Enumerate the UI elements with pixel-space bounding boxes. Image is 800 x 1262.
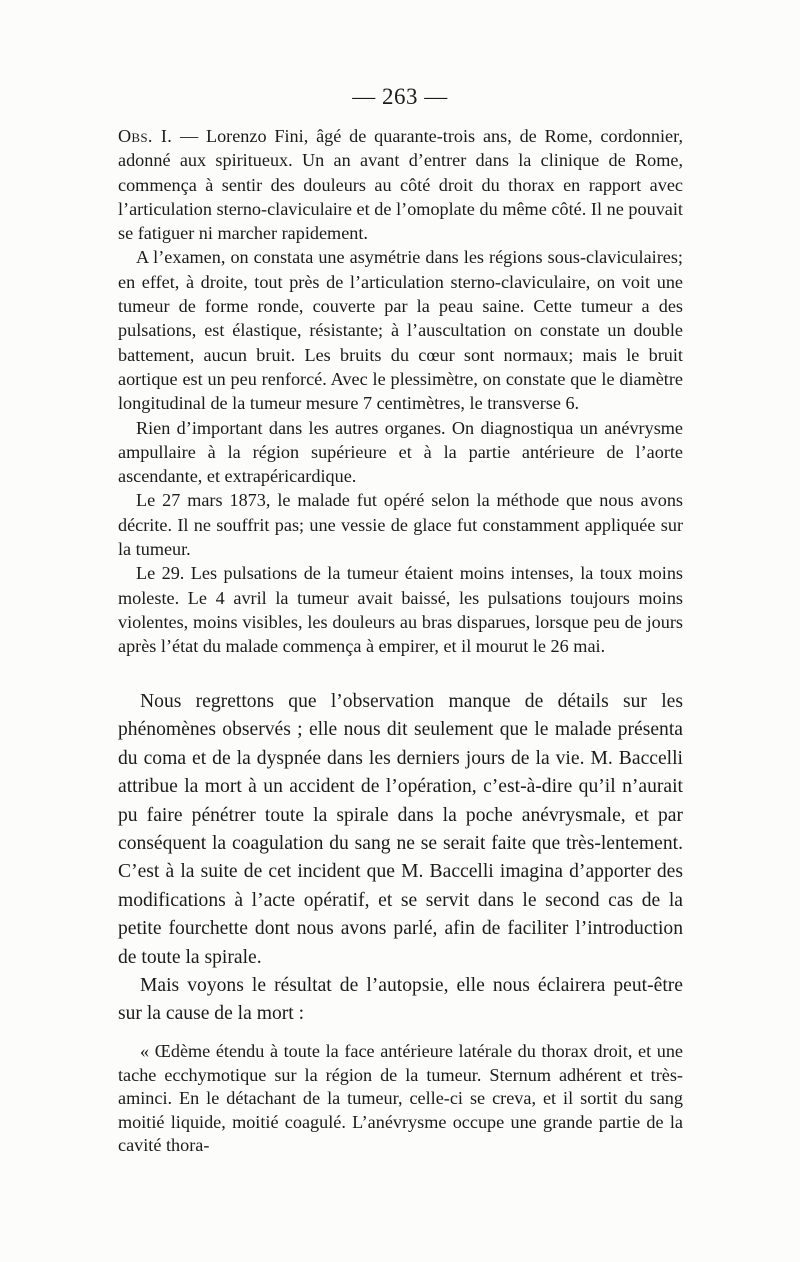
autopsy-section <box>118 1040 683 1158</box>
commentary-section <box>118 688 683 1029</box>
observation-paragraph-1 <box>118 124 683 245</box>
observation-paragraph-5: Le 29. Les pulsations de la tumeur étaient moins intenses, la toux moins moleste. Le 4 avril la tumeur avait baissé, les pulsations toujours moins violentes, moins visibles, les douleurs au bras disparues, lorsque peu de jours après l’état du malade commença à empirer, et il mourut le 26 mai. <box>118 563 683 657</box>
observation-label: Obs. I. <box>118 126 173 146</box>
commentary-paragraph-2: Mais voyons le résultat de l’autopsie, elle nous éclairera peut-être sur la cause de la mort : <box>118 975 683 1025</box>
observation-paragraph-2: A l’examen, on constata une asymétrie dans les régions sous-claviculaires; en effet, à droite, tout près de l’articulation sterno-claviculaire, on voit une tumeur de forme ronde, couverte par la peau saine. Cette tumeur a des pulsations, est élastique, résistante; à l’auscultation on constate un double battement, aucun bruit. Les bruits du cœur sont normaux; mais le bruit aortique est un peu renforcé. Avec le plessimètre, on constate que le diamètre longitudinal de la tumeur mesure 7 centimètres, le transverse 6. <box>118 247 683 414</box>
page-number: — 263 — <box>352 84 448 109</box>
observation-paragraph-3: Rien d’important dans les autres organes. On diagnostiqua un anévrysme ampullaire à la région supérieure et à la partie antérieure de l’aorte ascendante, et extrapéricardique. <box>118 417 683 487</box>
autopsy-paragraph-1: « Œdème étendu à toute la face antérieure latérale du thorax droit, et une tache ecchymotique sur la région de la tumeur. Sternum adhérent et très-aminci. En le détachant de la tumeur, celle-ci se creva, et il sortit du sang moitié liquide, moitié coagulé. L’anévrysme occupe une grande partie de la cavité thora- <box>118 1041 683 1156</box>
observation-paragraph-1-text: — Lorenzo Fini, âgé de quarante-trois ans, de Rome, cordonnier, adonné aux spiritueux. Un an avant d’entrer dans la clinique de Rome, commença à sentir des douleurs au côté droit du thorax en rapport avec l’articulation sterno-claviculaire et de l’omoplate du même côté. Il ne pouvait se fatiguer ni marcher rapidement. <box>118 126 683 244</box>
observation-paragraph-4: Le 27 mars 1873, le malade fut opéré selon la méthode que nous avons décrite. Il ne souffrit pas; une vessie de glace fut constamment appliquée sur la tumeur. <box>118 490 683 560</box>
observation-section <box>118 124 683 659</box>
commentary-paragraph-1: Nous regrettons que l’observation manque de détails sur les phénomènes observés ; elle nous dit seulement que le malade présenta du coma et de la dyspnée dans les derniers jours de la vie. M. Baccelli attribue la mort à un accident de l’opération, c’est-à-dire qu’il n’aurait pu faire pénétrer toute la spirale dans la poche anévrysmale, et par conséquent la coagulation du sang ne se serait faite que très-lentement. C’est à la suite de cet incident que M. Baccelli imagina d’apporter des modifications à l’acte opératif, et se servit dans le second cas de la petite fourchette dont nous avons parlé, afin de faciliter l’introduction de toute la spirale. <box>118 691 683 968</box>
